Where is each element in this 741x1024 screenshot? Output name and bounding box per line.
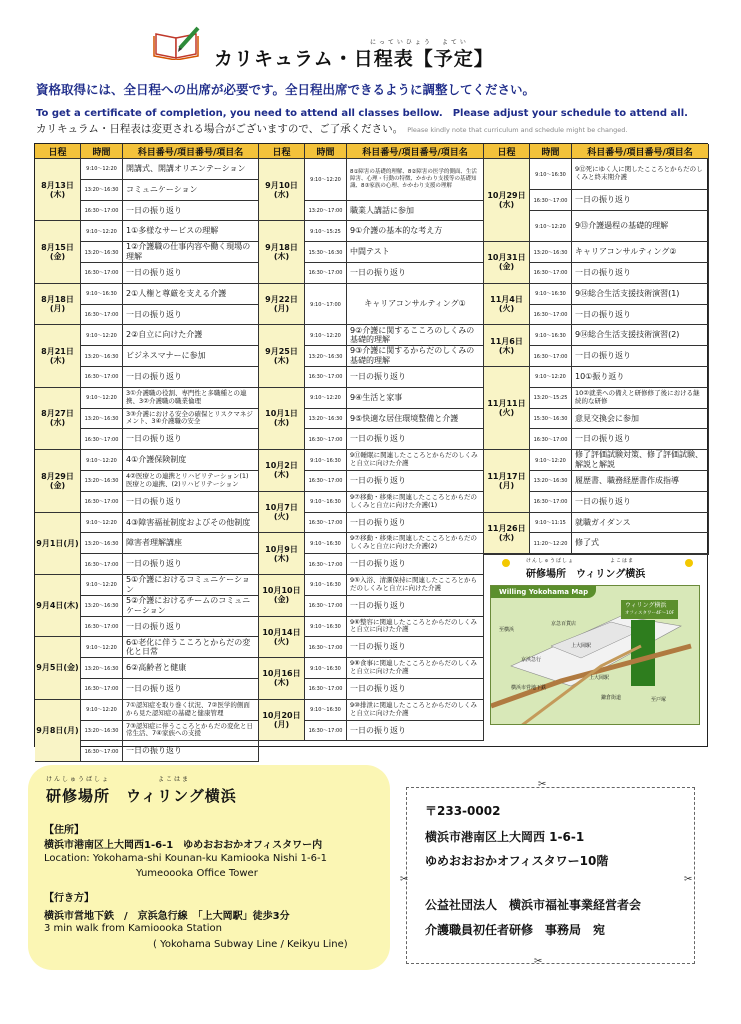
schedule-time: 16:30～17:00: [530, 190, 572, 211]
schedule-time: 16:30～17:00: [305, 263, 347, 284]
schedule-subject: 5①介護におけるコミュニケーション: [123, 575, 259, 596]
map-label: 京急百貨店: [551, 621, 577, 628]
schedule-subject: 一日の振り返り: [347, 554, 484, 575]
schedule-subject: 一日の振り返り: [347, 263, 484, 284]
schedule-time: 13:20～16:30: [81, 471, 123, 492]
schedule-subject: 6②高齢者と健康: [123, 658, 259, 679]
schedule-subject: キャリアコンサルティング②: [572, 242, 709, 263]
schedule-subject: 3③介護における安全の確保とリスクマネジメント、3④介護職の安全: [123, 409, 259, 430]
schedule-time: 16:30～17:00: [530, 492, 572, 513]
schedule-time: 16:30～17:00: [305, 429, 347, 450]
schedule-date: 8月21日(木): [35, 325, 81, 387]
schedule-time: 9:10～12:20: [81, 513, 123, 534]
map-title-ruby: けんしゅうばしょ よこはま: [526, 558, 635, 565]
schedule-time: 9:10～12:20: [81, 221, 123, 242]
schedule-date: 9月4日(木): [35, 575, 81, 637]
schedule-subject: 一日の振り返り: [347, 471, 484, 492]
schedule-date: 9月5日(金): [35, 637, 81, 699]
schedule-time: 9:10～16:30: [305, 575, 347, 596]
schedule-subject: 9⑫死にゆく人に関したこころとからだのしくみと終末期介護: [572, 159, 709, 190]
venue-title-ruby: けんしゅうばしょ よこはま: [46, 776, 191, 783]
schedule-subject: 9⑦移動・移乗に関連したこころとからだのしくみと自立に向けた介護(2): [347, 533, 484, 554]
schedule-date: 8月13日(木): [35, 159, 81, 221]
schedule-time: 9:10～12:20: [530, 367, 572, 388]
schedule-time: 16:30～17:00: [530, 305, 572, 326]
map-label: 上大岡駅: [571, 643, 592, 650]
schedule-subject: 障害者理解講座: [123, 533, 259, 554]
schedule-subject: 10①振り返り: [572, 367, 709, 388]
schedule-time: 13:20～16:30: [530, 242, 572, 263]
schedule-time: 16:30～17:00: [81, 741, 123, 762]
schedule-subject: 4①介護保険制度: [123, 450, 259, 471]
schedule-time: 9:10～12:20: [305, 325, 347, 346]
schedule-date: 8月29日(金): [35, 450, 81, 512]
schedule-time: 9:10～12:20: [81, 575, 123, 596]
header-subject: 科目番号/項目番号/項目名: [347, 144, 484, 159]
schedule-subject: 一日の振り返り: [572, 263, 709, 284]
change-note: [36, 121, 627, 136]
attendance-note-en: To get a certificate of completion, you need to attend all classes bellow. Please adjust your schedule to attend all.: [36, 108, 688, 119]
schedule-subject: 9⑩排泄に関連したこころとからだのしくみと自立に向けた介護: [347, 700, 484, 721]
schedule-time: 16:30～17:00: [305, 471, 347, 492]
schedule-subject: 一日の振り返り: [347, 513, 484, 534]
schedule-subject: 一日の振り返り: [347, 637, 484, 658]
scissors-icon-right: ✂: [684, 874, 693, 885]
schedule-subject: 履歴書、職務経歴書作成指導: [572, 471, 709, 492]
schedule-subject: 9⑤快適な居住環境整備と介護: [347, 409, 484, 430]
schedule-time: 9:10～12:20: [81, 450, 123, 471]
header-time: 時間: [305, 144, 347, 159]
map-label: 上大岡駅: [589, 675, 610, 682]
schedule-time: 9:10～12:20: [530, 450, 572, 471]
schedule-date: 9月25日(木): [259, 325, 305, 387]
schedule-time: 16:30～17:00: [81, 263, 123, 284]
header-subject: 科目番号/項目番号/項目名: [123, 144, 259, 159]
schedule-subject: 9⑭総合生活支援技術演習(1): [572, 284, 709, 305]
schedule-subject: 4②医療との連携とリハビリテーション(1)医療との連携、(2)リハビリテーション: [123, 471, 259, 492]
schedule-time: 9:10～16:30: [305, 700, 347, 721]
schedule-subject: 一日の振り返り: [347, 367, 484, 388]
schedule-time: 13:20～17:00: [305, 201, 347, 222]
schedule-time: 9:10～12:20: [81, 637, 123, 658]
schedule-subject: 一日の振り返り: [123, 367, 259, 388]
schedule-subject: 9⑬介護過程の基礎的理解: [572, 211, 709, 242]
schedule-time: 16:30～17:00: [81, 429, 123, 450]
schedule-subject: 9⑧食事に関連したこころとからだのしくみと自立に向けた介護: [347, 658, 484, 679]
schedule-subject: 一日の振り返り: [123, 263, 259, 284]
scissors-icon-top: ✂: [538, 779, 547, 790]
bulb-icon-right: [685, 559, 693, 567]
schedule-date: 9月18日(木): [259, 221, 305, 283]
schedule-time: 9:10～12:20: [305, 159, 347, 201]
schedule-time: 13:20～16:30: [81, 658, 123, 679]
schedule-subject: 9③介護に関するからだのしくみの基礎的理解: [347, 346, 484, 367]
map-label: 京浜急行: [521, 657, 542, 664]
schedule-subject: 一日の振り返り: [123, 201, 259, 222]
address-jp: 横浜市港南区上大岡西1-6-1 ゆめおおおかオフィスタワー内: [44, 840, 323, 851]
schedule-subject: 一日の振り返り: [347, 679, 484, 700]
scissors-icon-left: ✂: [400, 874, 409, 885]
schedule-time: 13:20～16:30: [305, 409, 347, 430]
schedule-date: 9月1日(月): [35, 513, 81, 575]
schedule-subject: 1①多様なサービスの理解: [123, 221, 259, 242]
schedule-subject: 修了評価試験対策、修了評価試験、解説と解説: [572, 450, 709, 471]
schedule-date: 10月2日(木): [259, 450, 305, 492]
schedule-subject: 一日の振り返り: [572, 190, 709, 211]
schedule-date: 10月20日(月): [259, 700, 305, 742]
header-date: 日程: [484, 144, 530, 159]
header-date: 日程: [35, 144, 81, 159]
map-callout-line2: オフィスタワー4F～10F: [625, 611, 675, 617]
schedule-time: 16:30～17:00: [305, 679, 347, 700]
schedule-subject: 一日の振り返り: [123, 679, 259, 700]
schedule-time: 16:30～17:00: [305, 367, 347, 388]
schedule-time: 16:30～17:00: [305, 721, 347, 742]
schedule-subject: 一日の振り返り: [572, 492, 709, 513]
schedule-time: 9:10～11:15: [530, 513, 572, 534]
schedule-subject: 5②介護におけるチームのコミュニケーション: [123, 596, 259, 617]
mail-address-line2: ゆめおおおかオフィスタワー10階: [425, 854, 609, 868]
schedule-subject: 6①老化に伴うこころとからだの変化と日常: [123, 637, 259, 658]
schedule-subject: 9⑪睡眠に関連したこころとからだのしくみと自立に向けた介護: [347, 450, 484, 471]
schedule-time: 9:10～12:20: [81, 388, 123, 409]
map-label: 鎌倉街道: [601, 695, 622, 702]
address-label: 【住所】: [44, 825, 84, 836]
schedule-time: 16:30～17:00: [81, 492, 123, 513]
schedule-time: 15:30～16:30: [305, 242, 347, 263]
schedule-subject: 一日の振り返り: [347, 429, 484, 450]
schedule-time: 13:20～16:30: [305, 346, 347, 367]
schedule-date: 10月7日(火): [259, 492, 305, 534]
venue-title: 研修場所 ウィリング横浜: [46, 787, 237, 805]
map-label: 至戸塚: [651, 697, 667, 704]
schedule-subject: 一日の振り返り: [572, 429, 709, 450]
mailing-label: [406, 787, 695, 964]
schedule-subject: 3①介護職の役割、専門性と多職種との連携、3②介護職の職業倫理: [123, 388, 259, 409]
schedule-table: [34, 143, 708, 756]
schedule-date: 11月4日(火): [484, 284, 530, 326]
schedule-date: 10月9日(木): [259, 533, 305, 575]
schedule-subject: 9②介護に関するこころのしくみの基礎的理解: [347, 325, 484, 346]
schedule-time: 16:30～17:00: [81, 679, 123, 700]
schedule-subject: 9⑭総合生活支援技術演習(2): [572, 325, 709, 346]
attendance-note-jp: 資格取得には、全日程への出席が必要です。全日程出席できるように調整してください。: [36, 82, 536, 97]
schedule-time: 16:30～17:00: [530, 263, 572, 284]
map-title: 研修場所 ウィリング横浜: [526, 569, 646, 581]
map-callout: [621, 600, 678, 619]
schedule-time: 13:20～16:30: [81, 721, 123, 742]
header-subject: 科目番号/項目番号/項目名: [572, 144, 709, 159]
schedule-subject: 一日の振り返り: [123, 741, 259, 762]
schedule-time: 9:10～16:30: [305, 450, 347, 471]
map-banner: Willing Yokohama Map: [491, 586, 596, 598]
schedule-date: 10月31日(金): [484, 242, 530, 284]
schedule-subject: 開講式、開講オリエンテーション: [123, 159, 259, 180]
schedule-time: 13:20～16:30: [81, 409, 123, 430]
venue-map: [484, 554, 709, 745]
schedule-time: 16:30～17:00: [305, 554, 347, 575]
change-note-jp: カリキュラム・日程表は変更される場合がございますので、ご了承ください。: [36, 123, 404, 135]
access-jp: 横浜市営地下鉄 / 京浜急行線 「上大岡駅」徒歩3分: [44, 911, 290, 922]
schedule-date: 10月10日(金): [259, 575, 305, 617]
schedule-subject: 10②就業への備えと研修修了後における継続的な研修: [572, 388, 709, 409]
change-note-en: Please kindly note that curriculum and schedule might be changed.: [407, 126, 628, 134]
schedule-subject: 4③障害福祉制度およびその他制度: [123, 513, 259, 534]
title-ruby: にっていひょう よてい: [370, 39, 469, 46]
schedule-time: 16:30～17:00: [530, 346, 572, 367]
schedule-subject: 7③認知症に伴うこころとからだの変化と日常生活、7④家族への支援: [123, 721, 259, 742]
schedule-subject: 一日の振り返り: [123, 305, 259, 326]
schedule-time: 9:10～12:20: [305, 388, 347, 409]
schedule-subject: 9⑤入浴、清潔保持に関連したこころとからだのしくみと自立に向けた介護: [347, 575, 484, 596]
schedule-date: 10月1日(水): [259, 388, 305, 450]
schedule-time: 9:10～12:20: [81, 700, 123, 721]
mail-address-line1: 横浜市港南区上大岡西 1-6-1: [425, 830, 585, 844]
schedule-subject: 9⑥整容に関連したこころとからだのしくみと自立に向けた介護: [347, 617, 484, 638]
schedule-time: 9:10～16:30: [530, 159, 572, 190]
schedule-time: 16:30～17:00: [305, 596, 347, 617]
schedule-time: 16:30～17:00: [81, 617, 123, 638]
schedule-subject: 一日の振り返り: [123, 492, 259, 513]
header-time: 時間: [530, 144, 572, 159]
address-en-line2: Yumeoooka Office Tower: [136, 868, 258, 879]
schedule-time: 9:10～17:00: [305, 284, 347, 326]
schedule-subject: 一日の振り返り: [123, 429, 259, 450]
schedule-subject: 9④生活と家事: [347, 388, 484, 409]
schedule-subject: 7①認知症を取り巻く状況、7②医学的側面から見た認知症の基礎と健康管理: [123, 700, 259, 721]
schedule-time: 15:30～16:30: [530, 409, 572, 430]
schedule-subject: キャリアコンサルティング①: [347, 284, 484, 326]
schedule-date: 11月6日(木): [484, 325, 530, 367]
schedule-subject: ビジネスマナーに参加: [123, 346, 259, 367]
schedule-time: 11:20～12:20: [530, 533, 572, 554]
schedule-time: 16:30～17:00: [305, 637, 347, 658]
access-en-line2: ( Yokohama Subway Line / Keikyu Line): [153, 939, 348, 950]
schedule-subject: 9①介護の基本的な考え方: [347, 221, 484, 242]
map-label: 至横浜: [499, 627, 515, 634]
schedule-date: 8月15日(金): [35, 221, 81, 283]
schedule-date: 9月22日(月): [259, 284, 305, 326]
schedule-time: 9:10～12:20: [81, 325, 123, 346]
bulb-icon-left: [502, 559, 510, 567]
schedule-date: 8月27日(水): [35, 388, 81, 450]
schedule-time: 9:10～12:20: [81, 159, 123, 180]
mail-department: 介護職員初任者研修 事務局 宛: [425, 923, 606, 937]
schedule-time: 9:10～16:30: [305, 658, 347, 679]
schedule-date: 10月29日(水): [484, 159, 530, 242]
schedule-date: 8月18日(月): [35, 284, 81, 326]
schedule-time: 13:20～16:30: [81, 533, 123, 554]
schedule-subject: 一日の振り返り: [123, 617, 259, 638]
schedule-time: 9:10～16:30: [305, 617, 347, 638]
schedule-time: 13:20～16:30: [81, 180, 123, 201]
schedule-time: 9:10～15:25: [305, 221, 347, 242]
schedule-date: 10月16日(木): [259, 658, 305, 700]
schedule-subject: 2①人権と尊厳を支える介護: [123, 284, 259, 305]
schedule-subject: 一日の振り返り: [572, 305, 709, 326]
schedule-subject: 中間テスト: [347, 242, 484, 263]
schedule-subject: 1②介護職の仕事内容や働く現場の理解: [123, 242, 259, 263]
book-pencil-icon: [152, 26, 202, 60]
schedule-time: 16:30～17:00: [81, 305, 123, 326]
schedule-subject: 一日の振り返り: [123, 554, 259, 575]
schedule-date: 11月17日(月): [484, 450, 530, 512]
schedule-time: 13:20～16:30: [81, 242, 123, 263]
schedule-subject: 就職ガイダンス: [572, 513, 709, 534]
access-label: 【行き方】: [44, 893, 94, 904]
schedule-time: 13:20～16:30: [81, 346, 123, 367]
map-illustration: [490, 585, 700, 725]
schedule-subject: 一日の振り返り: [572, 346, 709, 367]
access-en-line1: 3 min walk from Kamioooka Station: [44, 923, 222, 934]
schedule-time: 9:10～16:30: [530, 325, 572, 346]
schedule-subject: 修了式: [572, 533, 709, 554]
map-label: 横浜市営地下鉄: [511, 685, 547, 692]
schedule-time: 16:30～17:00: [81, 367, 123, 388]
schedule-time: 13:20～15:25: [530, 388, 572, 409]
mail-postal-code: 〒233-0002: [425, 804, 501, 818]
address-en-line1: Location: Yokohama-shi Kounan-ku Kamiooka Nishi 1-6-1: [44, 853, 327, 864]
schedule-time: 16:30～17:00: [81, 201, 123, 222]
schedule-subject: 職業人講話に参加: [347, 201, 484, 222]
map-callout-line1: ウィリング横浜: [625, 602, 667, 610]
schedule-date: 11月11日(火): [484, 367, 530, 450]
schedule-time: 13:20～16:30: [81, 596, 123, 617]
schedule-time: 13:20～16:30: [530, 471, 572, 492]
mail-organization: 公益社団法人 横浜市福祉事業経営者会: [425, 898, 642, 912]
schedule-time: 9:10～16:30: [305, 533, 347, 554]
schedule-date: 11月26日(水): [484, 513, 530, 555]
schedule-time: 9:10～16:30: [530, 284, 572, 305]
schedule-date: 9月10日(水): [259, 159, 305, 221]
schedule-subject: 2②自立に向けた介護: [123, 325, 259, 346]
schedule-date: 10月14日(火): [259, 617, 305, 659]
schedule-subject: 一日の振り返り: [347, 596, 484, 617]
schedule-time: 9:10～12:20: [530, 211, 572, 242]
schedule-subject: 9⑦移動・移乗に関連したこころとからだのしくみと自立に向けた介護(1): [347, 492, 484, 513]
schedule-time: 16:30～17:00: [305, 513, 347, 534]
header-date: 日程: [259, 144, 305, 159]
schedule-time: 9:10～16:30: [305, 492, 347, 513]
scissors-icon-bottom: ✂: [534, 956, 543, 967]
header-time: 時間: [81, 144, 123, 159]
venue-info: [28, 765, 390, 970]
page-title: カリキュラム・日程表【予定】: [214, 48, 494, 70]
schedule-subject: 8①障害の基礎的理解、8②障害の医学的側面、生活障害、心理・行動の特徴、かかわり支援等の基礎知識、8③家族の心理、かかわり支援の理解: [347, 159, 484, 201]
schedule-subject: コミュニケーション: [123, 180, 259, 201]
schedule-date: 9月8日(月): [35, 700, 81, 762]
schedule-time: 9:10～16:30: [81, 284, 123, 305]
schedule-subject: 一日の振り返り: [347, 721, 484, 742]
schedule-time: 16:30～17:00: [81, 554, 123, 575]
schedule-time: 16:30～17:00: [530, 429, 572, 450]
schedule-subject: 意見交換会に参加: [572, 409, 709, 430]
